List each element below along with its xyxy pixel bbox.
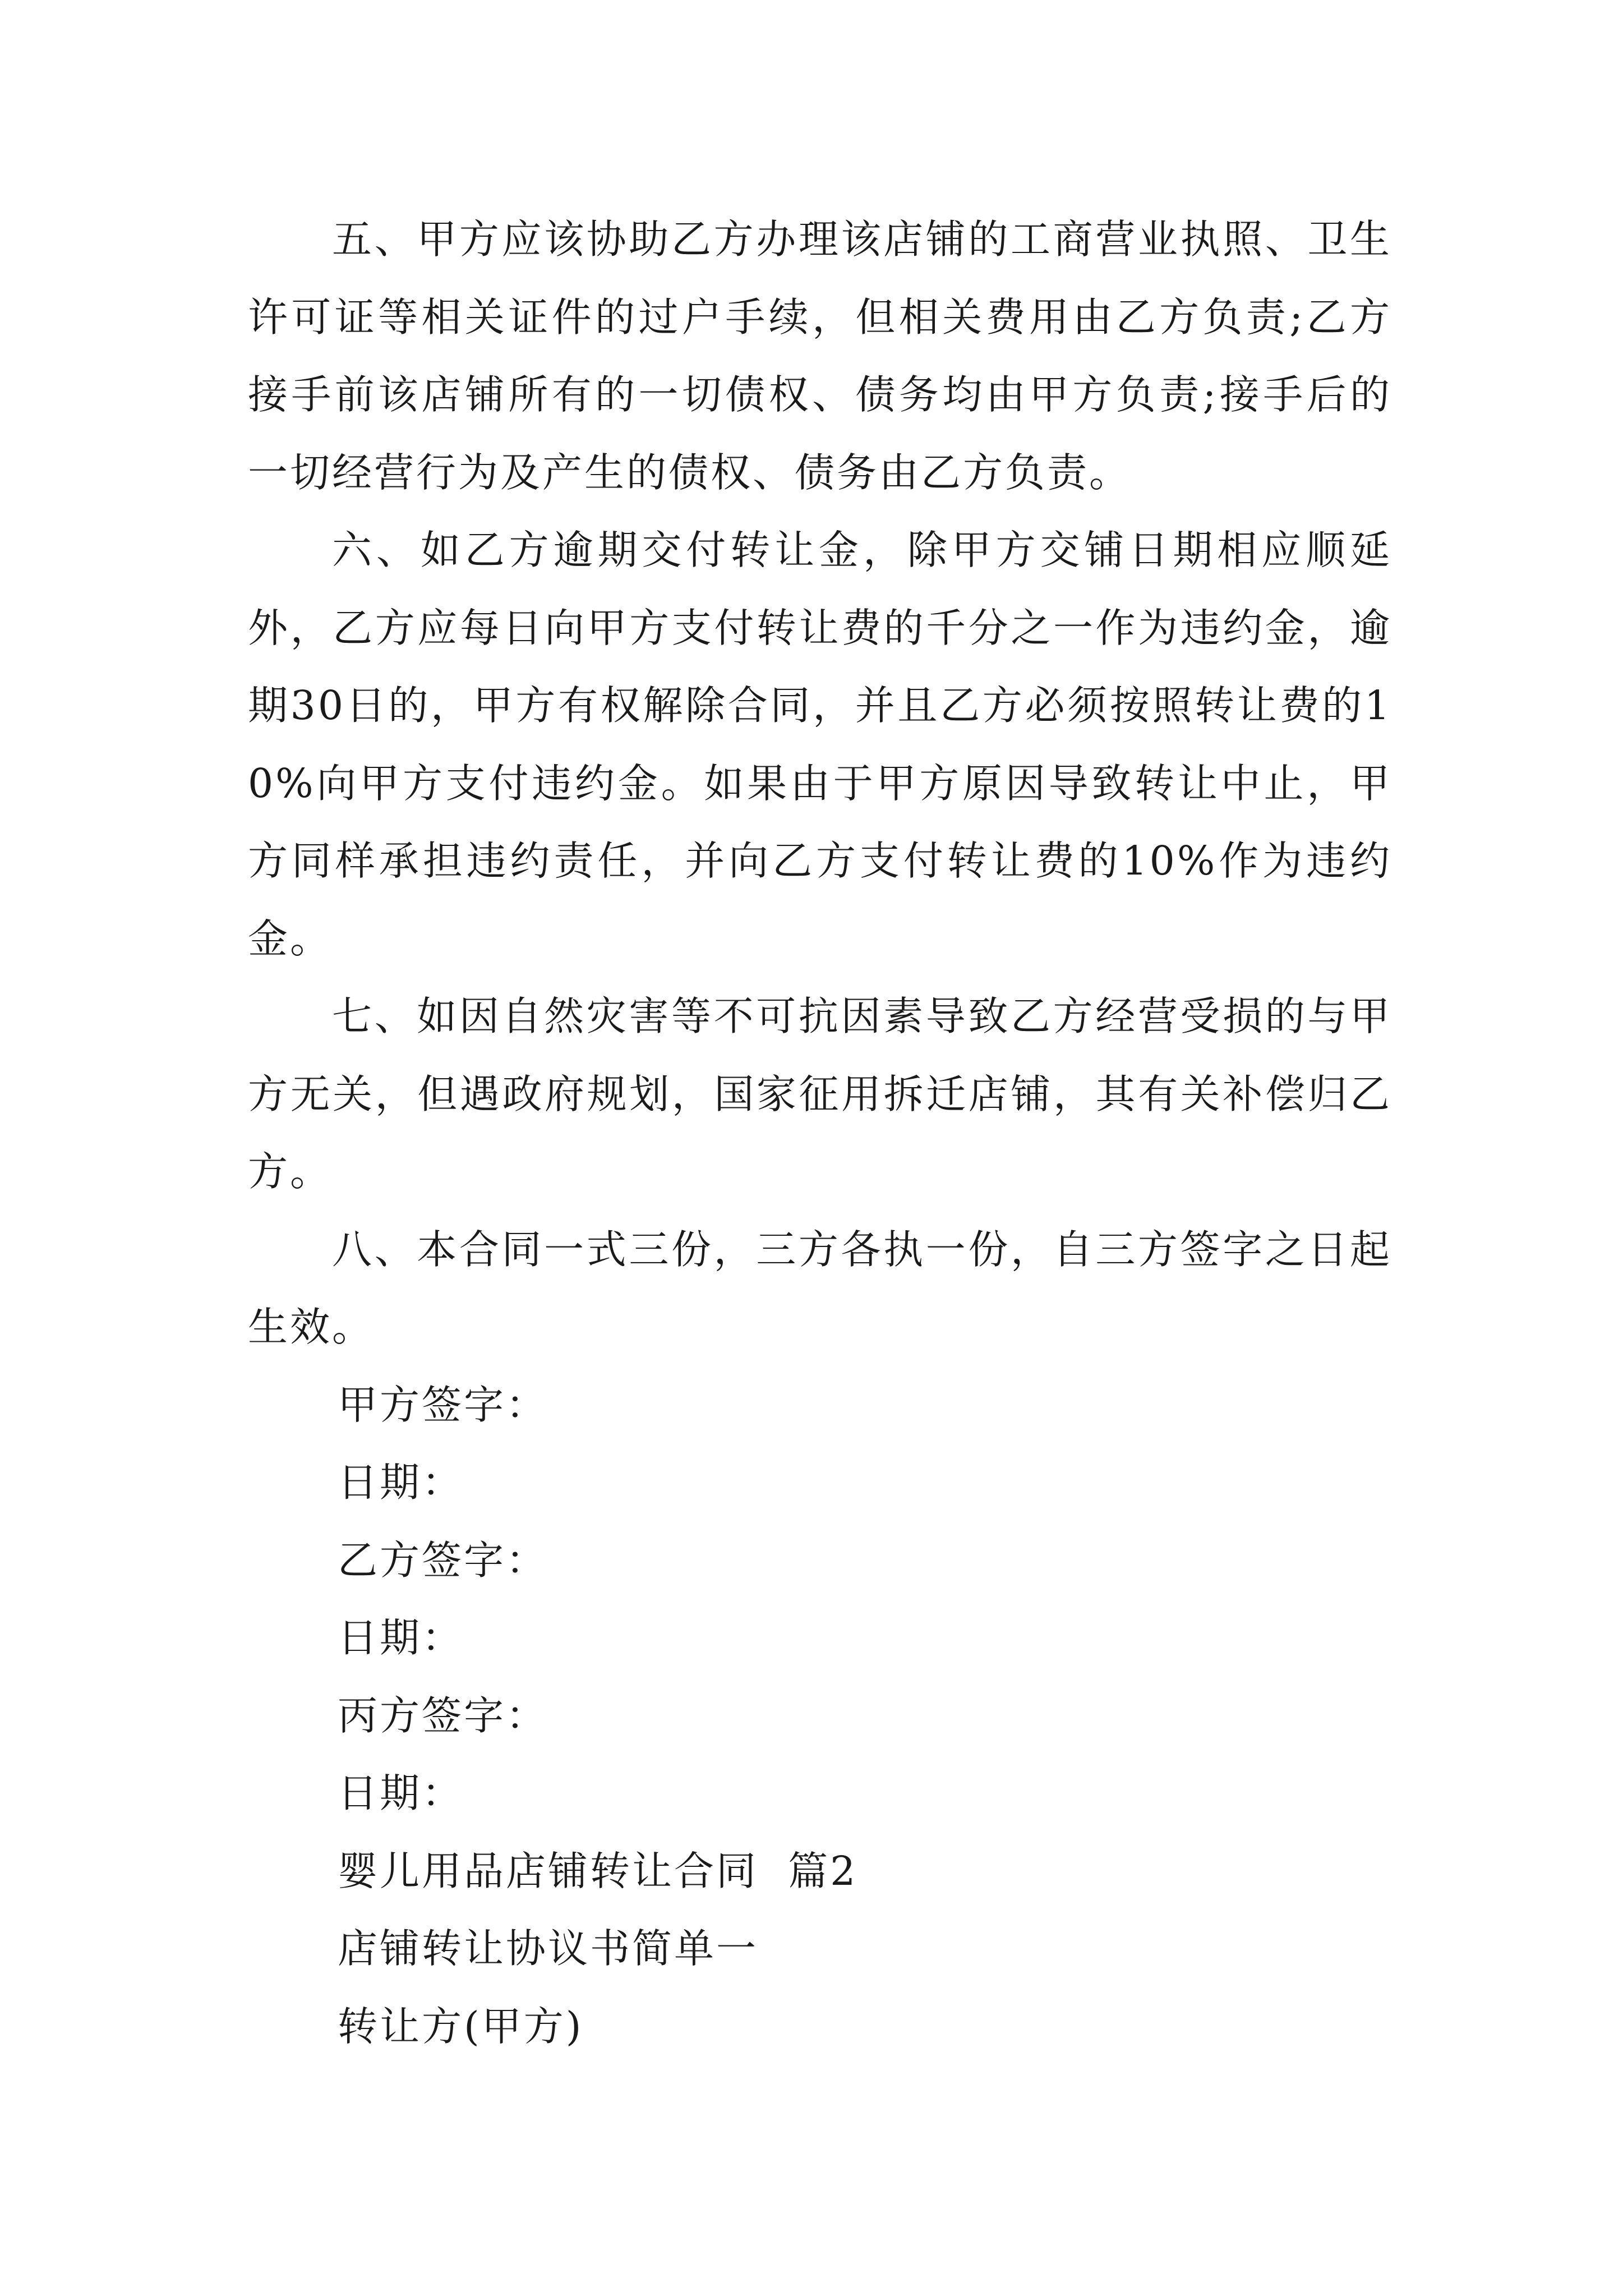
- party-c-signature-label: 丙方签字：: [338, 1692, 548, 1739]
- party-a-signature-label: 甲方签字：: [338, 1381, 548, 1428]
- sub-title: 店铺转让协议书简单一: [338, 1925, 759, 1972]
- clause-5: 五、甲方应该协助乙方办理该店铺的工商营业执照、卫生许可证等相关证件的过户手续，但相关费用由乙方负责;乙方接手前该店铺所有的一切债权、债务均由甲方负责;接手后的一切经营行为及产生的债权、债务由乙方负责。: [248, 216, 1392, 496]
- section-title: 婴儿用品店铺转让合同 篇2: [338, 1847, 858, 1894]
- document-body: [248, 201, 1392, 2065]
- party-a-date-label: 日期：: [338, 1459, 464, 1506]
- clause-6: 六、如乙方逾期交付转让金，除甲方交铺日期相应顺延外，乙方应每日向甲方支付转让费的千分之一作为违约金，逾期30日的，甲方有权解除合同，并且乙方必须按照转让费的10%向甲方支付违约金。如果由于甲方原因导致转让中止，甲方同样承担违约责任，并向乙方支付转让费的10%作为违约金。: [248, 527, 1392, 962]
- party-b-date-label: 日期：: [338, 1614, 464, 1661]
- clause-7: 七、如因自然灾害等不可抗因素导致乙方经营受损的与甲方无关，但遇政府规划，国家征用拆迁店铺，其有关补偿归乙方。: [248, 993, 1392, 1195]
- party-c-date-label: 日期：: [338, 1770, 464, 1816]
- transferor-label: 转让方(甲方): [338, 2003, 584, 2050]
- party-b-signature-label: 乙方签字：: [338, 1536, 548, 1584]
- clause-8: 八、本合同一式三份，三方各执一份，自三方签字之日起生效。: [248, 1226, 1392, 1350]
